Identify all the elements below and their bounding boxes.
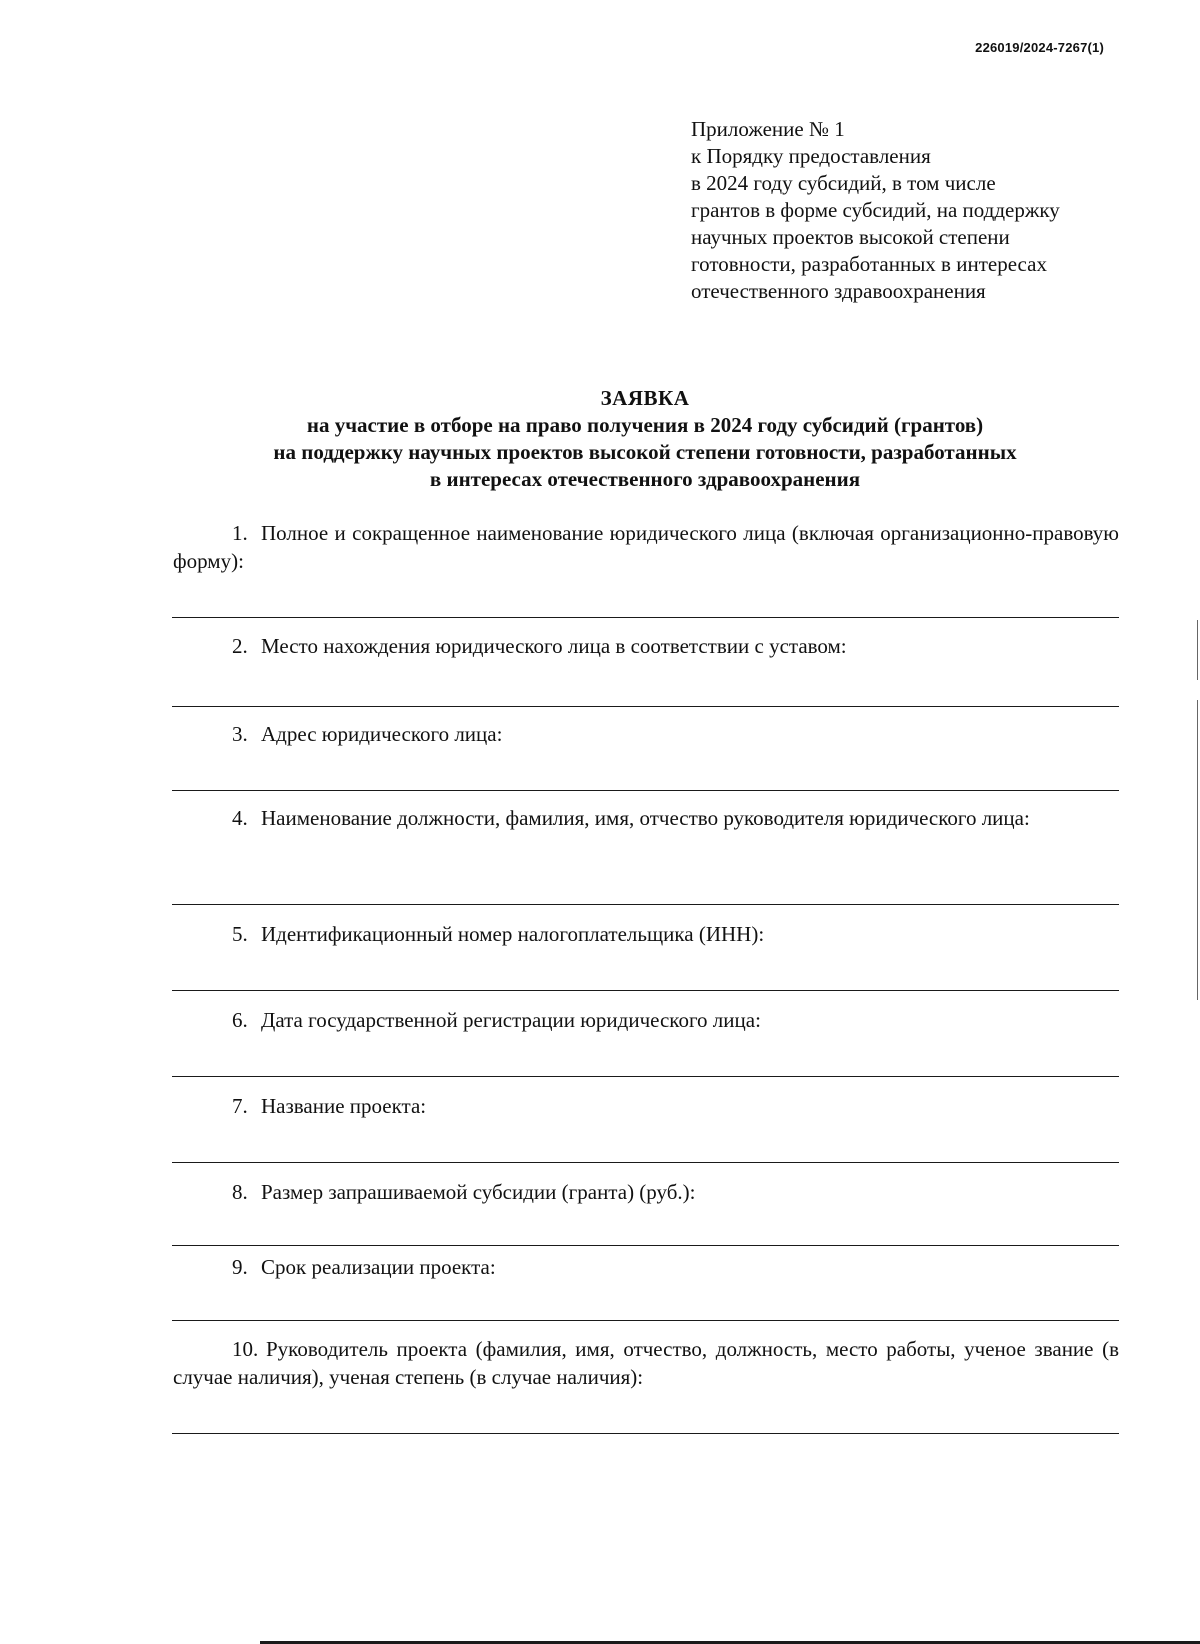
appendix-note <box>691 116 1131 305</box>
answer-line-10[interactable] <box>172 1433 1119 1434</box>
appendix-line: Приложение № 1 <box>691 117 845 141</box>
item-label: Полное и сокращенное наименование юридического лица (включая организационно-правовую форму): <box>173 521 1119 573</box>
title-line: на участие в отборе на право получения в 2024 году субсидий (грантов) <box>306 413 984 437</box>
form-item-3 <box>173 720 1119 748</box>
form-item-5 <box>173 920 1119 948</box>
page-title: ЗАЯВКА <box>600 386 690 410</box>
scan-edge-mark <box>1197 700 1198 1000</box>
answer-line-1[interactable] <box>172 617 1119 618</box>
appendix-line: научных проектов высокой степени <box>691 225 1010 249</box>
form-item-7 <box>173 1092 1119 1120</box>
item-label: Адрес юридического лица: <box>261 722 503 746</box>
form-item-4 <box>173 804 1119 832</box>
answer-line-5[interactable] <box>172 990 1119 991</box>
title-line: на поддержку научных проектов высокой степени готовности, разработанных <box>273 440 1017 464</box>
item-label: Идентификационный номер налогоплательщика (ИНН): <box>261 922 765 946</box>
answer-line-7[interactable] <box>172 1162 1119 1163</box>
form-item-8 <box>173 1178 1119 1206</box>
item-number: 5. <box>232 922 248 946</box>
item-label: Руководитель проекта (фамилия, имя, отчество, должность, место работы, ученое звание (в случае наличия), ученая степень (в случае наличия): <box>173 1337 1119 1389</box>
form-item-1 <box>173 519 1119 575</box>
item-label: Название проекта: <box>261 1094 427 1118</box>
item-label: Срок реализации проекта: <box>261 1255 496 1279</box>
item-number: 9. <box>232 1255 248 1279</box>
application-title <box>170 385 1120 493</box>
appendix-line: в 2024 году субсидий, в том числе <box>691 171 996 195</box>
item-label: Дата государственной регистрации юридического лица: <box>261 1008 761 1032</box>
form-item-10 <box>173 1335 1119 1391</box>
answer-line-2[interactable] <box>172 706 1119 707</box>
form-item-2 <box>173 632 1119 660</box>
appendix-line: грантов в форме субсидий, на поддержку <box>691 198 1060 222</box>
answer-line-3[interactable] <box>172 790 1119 791</box>
appendix-line: отечественного здравоохранения <box>691 279 986 303</box>
scan-edge-mark <box>1197 620 1198 680</box>
item-number: 4. <box>232 806 248 830</box>
answer-line-4[interactable] <box>172 904 1119 905</box>
form-item-6 <box>173 1006 1119 1034</box>
item-label: Размер запрашиваемой субсидии (гранта) (руб.): <box>261 1180 696 1204</box>
item-number: 10. <box>232 1337 259 1361</box>
item-number: 6. <box>232 1008 248 1032</box>
document-registration-number: 226019/2024-7267(1) <box>975 40 1104 55</box>
item-label: Наименование должности, фамилия, имя, отчество руководителя юридического лица: <box>261 806 1030 830</box>
appendix-line: к Порядку предоставления <box>691 144 931 168</box>
title-line: в интересах отечественного здравоохранения <box>429 467 861 491</box>
appendix-line: готовности, разработанных в интересах <box>691 252 1047 276</box>
item-number: 2. <box>232 634 248 658</box>
item-number: 3. <box>232 722 248 746</box>
answer-line-9[interactable] <box>172 1320 1119 1321</box>
answer-line-8[interactable] <box>172 1245 1119 1246</box>
answer-line-6[interactable] <box>172 1076 1119 1077</box>
item-number: 7. <box>232 1094 248 1118</box>
item-label: Место нахождения юридического лица в соответствии с уставом: <box>261 634 847 658</box>
item-number: 8. <box>232 1180 248 1204</box>
item-number: 1. <box>232 521 248 545</box>
form-item-9 <box>173 1253 1119 1281</box>
